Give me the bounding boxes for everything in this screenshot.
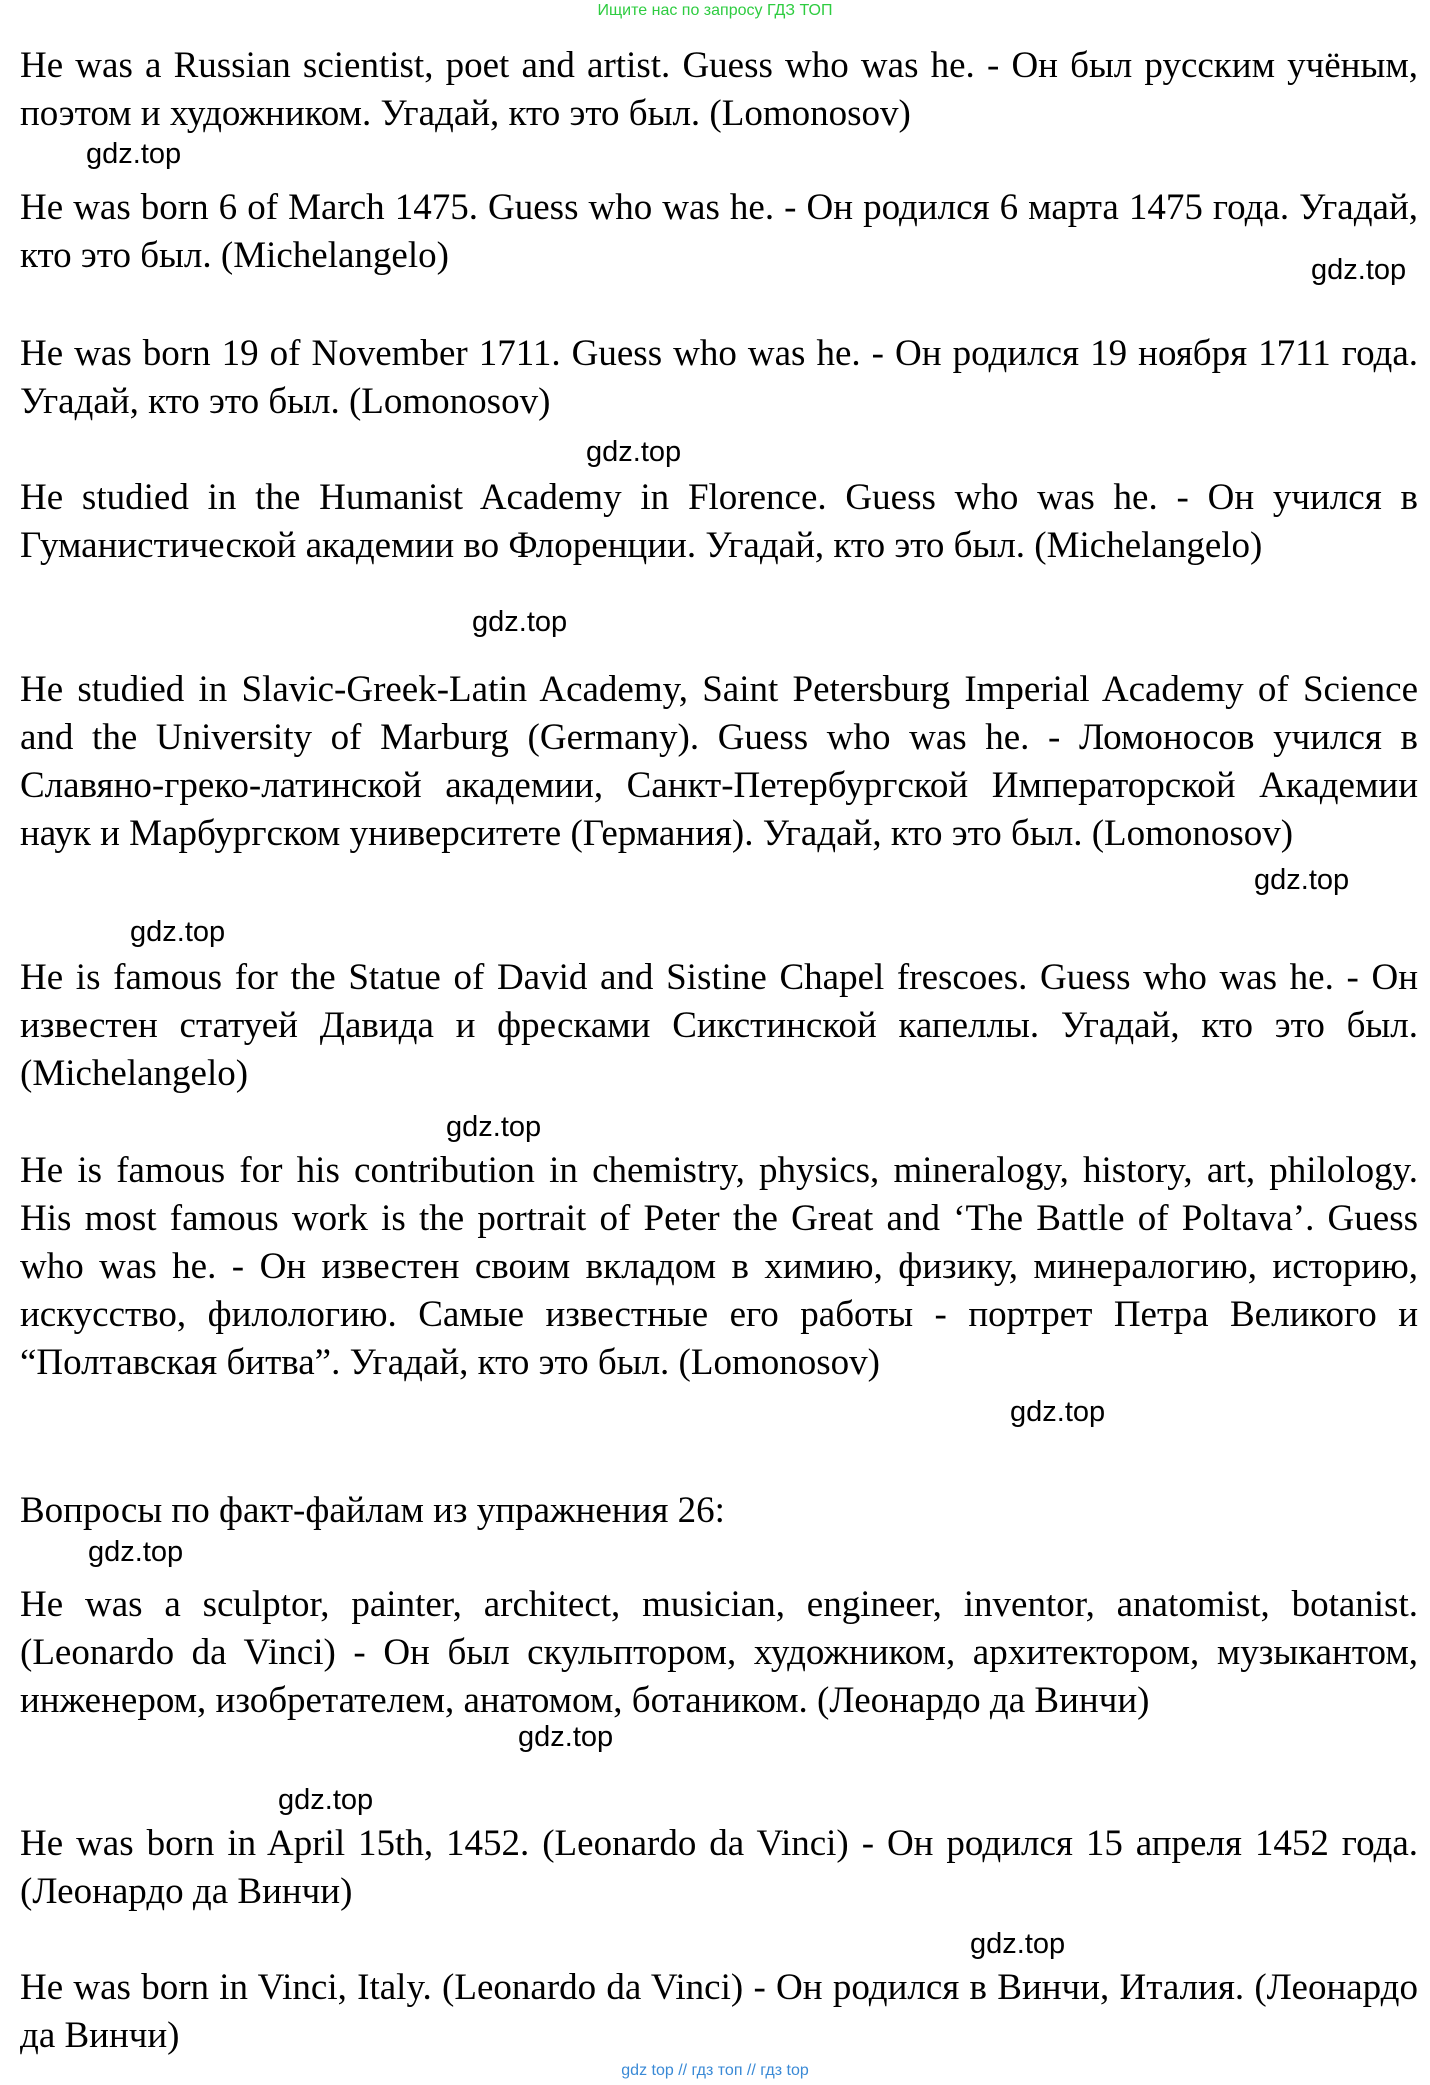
watermark: gdz.top <box>1254 864 1350 896</box>
watermark: gdz.top <box>970 1928 1066 1960</box>
top-banner: Ищите нас по запросу ГДЗ ТОП <box>597 2 833 19</box>
paragraph-10: He was born in Vinci, Italy. (Leonardo da Vinci) - Он родился в Винчи, Италия. (Леонардо да Винчи) <box>20 1967 1418 2056</box>
section-heading: Вопросы по факт-файлам из упражнения 26: <box>20 1490 725 1531</box>
watermark: gdz.top <box>1010 1396 1106 1428</box>
bottom-banner: gdz top // гдз топ // гдз top <box>621 2062 809 2079</box>
watermark: gdz.top <box>88 1536 184 1568</box>
paragraph-6: He is famous for the Statue of David and Sistine Chapel frescoes. Guess who was he. - Он известен статуей Давида и фресками Сикстинской капеллы. Угадай, кто это был. (Michelangelo) <box>20 957 1418 1094</box>
watermark: gdz.top <box>130 916 226 948</box>
paragraph-8: He was a sculptor, painter, architect, musician, engineer, inventor, anatomist, botanist. (Leonardo da Vinci) - Он был скульптором, художником, архитектором, музыкантом, инженером, изобретателем, анатомом, ботаником. (Леонардо да Винчи) <box>20 1584 1418 1721</box>
paragraph-5: He studied in Slavic-Greek-Latin Academy, Saint Petersburg Imperial Academy of Science and the University of Marburg (Germany). Guess who was he. - Ломоносов учился в Славяно-греко-латинской академии, Санкт-Петербургской Императорской Академии наук и Марбургском университете (Германия). Угадай, кто это был. (Lomonosov) <box>20 669 1418 854</box>
watermark: gdz.top <box>86 138 182 170</box>
paragraph-7: He is famous for his contribution in chemistry, physics, mineralogy, history, art, philology. His most famous work is the portrait of Peter the Great and ‘The Battle of Poltava’. Guess who was he. - Он известен своим вкладом в химию, физику, минералогию, историю, искусство, филологию. Самые известные его работы - портрет Петра Великого и “Полтавская битва”. Угадай, кто это был. (Lomonosov) <box>20 1150 1418 1383</box>
paragraph-1: He was a Russian scientist, poet and artist. Guess who was he. - Он был русским учёным, поэтом и художником. Угадай, кто это был. (Lomonosov) <box>20 45 1418 134</box>
watermark: gdz.top <box>586 436 682 468</box>
paragraph-4: He studied in the Humanist Academy in Florence. Guess who was he. - Он учился в Гуманистической академии во Флоренции. Угадай, кто это был. (Michelangelo) <box>20 477 1418 566</box>
paragraph-3: He was born 19 of November 1711. Guess who was he. - Он родился 19 ноября 1711 года. Угадай, кто это был. (Lomonosov) <box>20 333 1418 422</box>
watermark: gdz.top <box>472 606 568 638</box>
paragraph-9: He was born in April 15th, 1452. (Leonardo da Vinci) - Он родился 15 апреля 1452 года. (Леонардо да Винчи) <box>20 1823 1418 1912</box>
watermark: gdz.top <box>278 1784 374 1816</box>
watermark: gdz.top <box>1311 254 1407 286</box>
watermark: gdz.top <box>446 1111 542 1143</box>
paragraph-2: He was born 6 of March 1475. Guess who was he. - Он родился 6 марта 1475 года. Угадай, кто это был. (Michelangelo) <box>20 187 1418 276</box>
watermark: gdz.top <box>518 1721 614 1753</box>
